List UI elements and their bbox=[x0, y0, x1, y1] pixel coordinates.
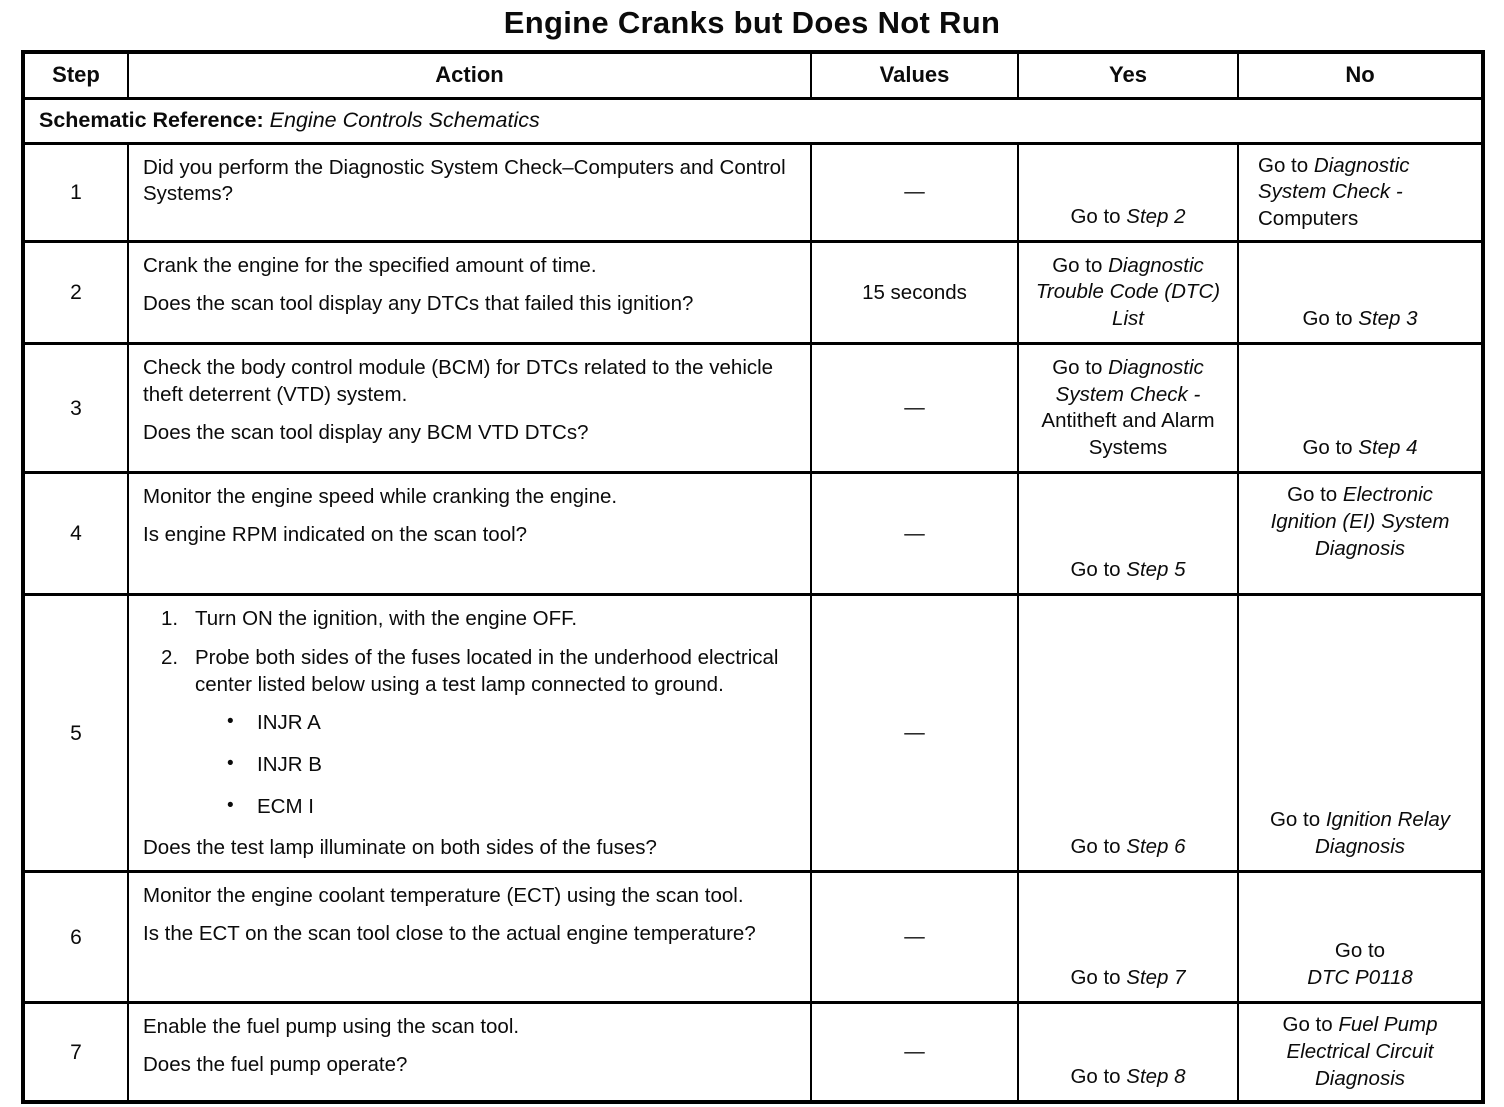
step-number: 2 bbox=[23, 242, 128, 344]
action-list-item bbox=[161, 645, 796, 698]
step-number: 5 bbox=[23, 595, 128, 872]
schematic-reference-value: Engine Controls Schematics bbox=[269, 107, 540, 132]
action-cell bbox=[128, 473, 811, 595]
goto-text: Go to bbox=[1070, 965, 1127, 989]
action-text: Enable the fuel pump using the scan tool. bbox=[143, 1015, 520, 1039]
header-row bbox=[23, 52, 1483, 98]
step-number: 7 bbox=[23, 1003, 128, 1102]
goto-text: Go to bbox=[1070, 557, 1127, 581]
values-cell: — bbox=[811, 143, 1018, 242]
bullet-icon: • bbox=[227, 794, 234, 816]
table-row-step-4 bbox=[23, 473, 1483, 595]
bullet-icon: • bbox=[227, 711, 234, 733]
yes-cell bbox=[1018, 344, 1238, 473]
no-cell bbox=[1238, 242, 1483, 344]
table-row-step-1 bbox=[23, 143, 1483, 242]
action-question: Does the fuel pump operate? bbox=[143, 1053, 408, 1077]
goto-text: Go to bbox=[1287, 483, 1343, 507]
table-row-step-5 bbox=[23, 595, 1483, 872]
action-text: Monitor the engine coolant temperature (ECT) using the scan tool. bbox=[143, 884, 744, 908]
goto-target-suffix: Antitheft and Alarm Systems bbox=[1041, 409, 1215, 459]
action-question: Does the scan tool display any BCM VTD DTCs? bbox=[143, 420, 589, 444]
no-cell bbox=[1238, 1003, 1483, 1102]
action-cell bbox=[128, 143, 811, 242]
goto-target: Diagnostic System Check - bbox=[1055, 355, 1204, 406]
goto-text: Go to bbox=[1282, 1013, 1339, 1037]
fuse-list-item bbox=[227, 710, 796, 737]
step-number: 3 bbox=[23, 344, 128, 473]
action-question: Does the test lamp illuminate on both sides of the fuses? bbox=[143, 835, 657, 859]
no-cell bbox=[1238, 344, 1483, 473]
goto-target: Electronic Ignition (EI) System Diagnosis bbox=[1270, 483, 1450, 560]
table-row-step-6 bbox=[23, 872, 1483, 1003]
no-cell bbox=[1238, 595, 1483, 872]
table-row-step-2 bbox=[23, 242, 1483, 344]
goto-text: Go to bbox=[1052, 355, 1109, 379]
yes-cell bbox=[1018, 143, 1238, 242]
values-cell: 15 seconds bbox=[811, 242, 1018, 344]
col-header-action: Action bbox=[128, 52, 811, 98]
action-cell bbox=[128, 595, 811, 872]
action-cell bbox=[128, 344, 811, 473]
yes-cell bbox=[1018, 473, 1238, 595]
goto-text: Go to bbox=[1334, 939, 1386, 963]
goto-text: Go to bbox=[1258, 153, 1314, 177]
fuse-list-item bbox=[227, 794, 796, 821]
no-cell bbox=[1238, 143, 1483, 242]
table-row-step-7 bbox=[23, 1003, 1483, 1102]
goto-target: Step 3 bbox=[1358, 306, 1418, 330]
yes-cell bbox=[1018, 872, 1238, 1003]
yes-cell bbox=[1018, 1003, 1238, 1102]
goto-target: Step 6 bbox=[1126, 834, 1186, 858]
step-number: 1 bbox=[23, 143, 128, 242]
fuse-name: ECM I bbox=[257, 794, 314, 818]
goto-target: Step 7 bbox=[1126, 965, 1186, 989]
values-cell: — bbox=[811, 473, 1018, 595]
goto-target: Step 2 bbox=[1126, 204, 1186, 228]
goto-text: Go to bbox=[1302, 435, 1359, 459]
goto-target: Diagnostic Trouble Code (DTC) List bbox=[1035, 253, 1221, 330]
no-cell bbox=[1238, 872, 1483, 1003]
diagnostic-table bbox=[21, 50, 1485, 1104]
yes-cell bbox=[1018, 595, 1238, 872]
list-number: 1. bbox=[161, 607, 179, 631]
schematic-reference-cell bbox=[23, 98, 1483, 143]
values-cell: — bbox=[811, 344, 1018, 473]
action-text: Did you perform the Diagnostic System Check–Computers and Control Systems? bbox=[143, 155, 786, 206]
fuse-name: INJR B bbox=[257, 752, 322, 776]
col-header-no: No bbox=[1238, 52, 1483, 98]
action-question: Does the scan tool display any DTCs that failed this ignition? bbox=[143, 292, 694, 316]
schematic-reference-label: Schematic Reference: bbox=[39, 107, 264, 132]
goto-target: Ignition Relay Diagnosis bbox=[1314, 808, 1451, 858]
goto-target: Step 5 bbox=[1126, 557, 1186, 581]
goto-target: Step 8 bbox=[1126, 1064, 1186, 1088]
goto-text: Go to bbox=[1070, 1064, 1127, 1088]
yes-cell bbox=[1018, 242, 1238, 344]
list-number: 2. bbox=[161, 646, 179, 670]
goto-target-suffix: Computers bbox=[1258, 206, 1359, 230]
col-header-step: Step bbox=[23, 52, 128, 98]
values-cell: — bbox=[811, 595, 1018, 872]
fuse-list-item bbox=[227, 752, 796, 779]
goto-target: DTC P0118 bbox=[1307, 965, 1413, 989]
action-text: Turn ON the ignition, with the engine OFF. bbox=[195, 607, 578, 631]
step-number: 4 bbox=[23, 473, 128, 595]
goto-target: Fuel Pump Electrical Circuit Diagnosis bbox=[1286, 1013, 1438, 1090]
goto-text: Go to bbox=[1070, 834, 1127, 858]
goto-target: Step 4 bbox=[1358, 435, 1418, 459]
goto-text: Go to bbox=[1302, 306, 1359, 330]
values-cell: — bbox=[811, 1003, 1018, 1102]
schematic-reference-row bbox=[23, 98, 1483, 143]
action-text: Probe both sides of the fuses located in the underhood electrical center listed below using a test lamp connected to ground. bbox=[195, 646, 779, 696]
page-title: Engine Cranks but Does Not Run bbox=[503, 5, 1001, 40]
bullet-icon: • bbox=[227, 752, 234, 774]
fuse-name: INJR A bbox=[257, 711, 321, 735]
action-text: Check the body control module (BCM) for DTCs related to the vehicle theft deterrent (VTD) system. bbox=[143, 356, 774, 407]
action-cell bbox=[128, 872, 811, 1003]
action-list-item bbox=[161, 606, 796, 633]
col-header-values: Values bbox=[811, 52, 1018, 98]
no-cell bbox=[1238, 473, 1483, 595]
values-cell: — bbox=[811, 872, 1018, 1003]
action-cell bbox=[128, 1003, 811, 1102]
action-text: Crank the engine for the specified amount of time. bbox=[143, 254, 597, 278]
goto-target: Diagnostic System Check - bbox=[1258, 153, 1410, 204]
table-row-step-3 bbox=[23, 344, 1483, 473]
action-question: Is engine RPM indicated on the scan tool? bbox=[143, 523, 528, 547]
col-header-yes: Yes bbox=[1018, 52, 1238, 98]
action-question: Is the ECT on the scan tool close to the actual engine temperature? bbox=[143, 922, 756, 946]
goto-text: Go to bbox=[1052, 253, 1109, 277]
goto-text: Go to bbox=[1269, 808, 1326, 832]
action-text: Monitor the engine speed while cranking the engine. bbox=[143, 485, 618, 509]
action-cell bbox=[128, 242, 811, 344]
goto-text: Go to bbox=[1070, 204, 1127, 228]
step-number: 6 bbox=[23, 872, 128, 1003]
